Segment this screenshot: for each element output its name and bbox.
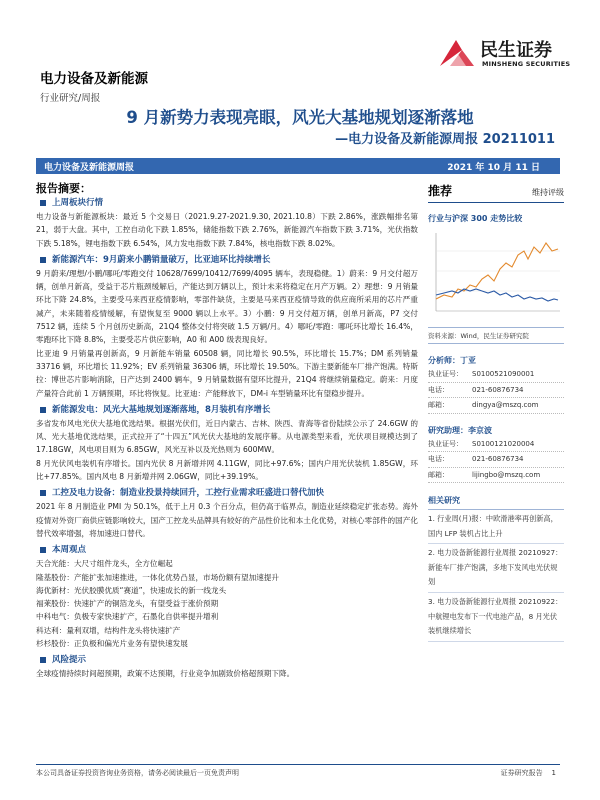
stock-pick: 天合光能：大尺寸组件龙头，全方位崛起 bbox=[36, 559, 173, 569]
section-title: 工控及电力设备：制造业投景持续回升，工控行业需求旺盛进口替代加快 bbox=[36, 486, 418, 500]
assistant-heading: 研究助理：李京波 bbox=[428, 425, 492, 435]
section-text: 多省发布风电光伏大基地优选结果。根据光伏们，近日内蒙古、吉林、陕西、青海等省份陆续公示了 24.6GW 的风、光大基地优选结果，正式拉开了“十四五”风光伏大基地的发展序幕。从电源类型来看，光伏项目规模达到了 17.18GW，风电项目则为 6.85GW，风光互补以及光热则为 600MW。 bbox=[36, 418, 418, 455]
header-bar-label: 电力设备及新能源周报 bbox=[44, 163, 135, 173]
report-date: 2021 年 10 月 11 日 bbox=[447, 163, 540, 173]
analyst-cert-row: 执业证号： S0100521090001 bbox=[428, 367, 564, 383]
sidebar bbox=[428, 182, 564, 642]
square-bullet-icon bbox=[40, 547, 46, 553]
chart-title: 行业与沪深 300 走势比较 bbox=[428, 214, 523, 223]
section-text: 9 月蔚来/理想/小鹏/哪吒/零跑交付 10628/7699/10412/7699/4095 辆车，表现稳健。1）蔚来：9 月交付超万辆，创单月新高，受益于芯片瓶颈缓解后，产能达到万辆以上，预计未来将稳定在月产万辆。2）理想：9 月销量环比下降 24.8%，主要受马来西亚疫情影响，零部件缺货，主要是马来西亚疫情导致的供应商所采用的芯片严重减产，未来随着疫情缓解，有望恢复至 9000 辆以上水平。3）小鹏：9 月交付超万辆，创单月新高，P7 交付 7512 辆，连续 5 个月创历史新高，21Q4 整体交付将突破 1.5 万辆/月。4）哪吒/零跑：哪吒环比增长 16.4%，零跑环比下降 8.8%，主要受芯片供应影响，A0 和 A00 级表现良好。 bbox=[36, 268, 418, 345]
section-title: 新能源发电：风光大基地规划逐渐落地，8月装机有序增长 bbox=[36, 403, 418, 417]
section-text: 8 月光伏风电装机有序增长。国内光伏 8 月新增并网 4.11GW，同比+97.6%；国内户用光伏装机 1.85GW，环比+77.85%。国内风电 8 月新增并网 2.06GW，同比+39.19%。 bbox=[36, 458, 418, 482]
summary-heading: 报告摘要： bbox=[36, 182, 91, 195]
recommend-label: 推荐 bbox=[428, 184, 453, 198]
related-report-link[interactable]: 1. 行业周(月)报：中欧滑港率再创新高，国内 LFP 装机占比上升 bbox=[428, 510, 564, 544]
analyst-phone-row: 电话： 021-60876734 bbox=[428, 383, 564, 399]
industry-label: 电力设备及新能源 bbox=[40, 71, 148, 87]
report-type: 行业研究/周报 bbox=[40, 93, 101, 104]
stock-pick: 杉杉股份：正负极和偏光片业务有望快速发展 bbox=[36, 639, 188, 649]
report-title: 9 月新势力表现亮眼，风光大基地规划逐渐落地 bbox=[126, 108, 474, 127]
summary-column bbox=[36, 182, 418, 681]
assistant-phone-row: 电话： 021-60876734 bbox=[428, 452, 564, 468]
square-bullet-icon bbox=[40, 257, 46, 263]
rating-row bbox=[428, 182, 564, 203]
section-title: 上周板块行情 bbox=[36, 196, 418, 210]
rating-label: 维持评级 bbox=[532, 188, 564, 197]
section-title: 风险提示 bbox=[36, 653, 418, 667]
section-text: 电力设备与新能源板块：最近 5 个交易日（2021.9.27-2021.9.30, 2021.10.8）下跌 2.86%，涨跌幅排名第 21，弱于大盘。其中，工控自动化下跌 1.85%，储能指数下跌 2.76%，新能源汽车指数下跌 3.71%，光伏指数下跌 5.18%，锂电指数下跌 6.54%，风力发电指数下跌 7.84%，核电指数下跌 8.02%。 bbox=[36, 212, 418, 248]
page-number: 1 bbox=[551, 769, 556, 777]
chart-source: 资料来源：Wind，民生证券研究院 bbox=[428, 327, 564, 344]
stock-pick: 隆基股份：产能扩张加速推进，一体化优势凸显，市场份额有望加速提升 bbox=[36, 572, 279, 582]
assistant-cert-row: 执业证号： S0100121020004 bbox=[428, 437, 564, 453]
related-heading: 相关研究 bbox=[428, 495, 564, 510]
related-report-link[interactable]: 2. 电力设备新能源行业周报 20210927：新能车厂排产饱满，多地下发风电光伏规划 bbox=[428, 544, 564, 593]
csi300-line bbox=[436, 289, 558, 301]
section-title: 本周观点 bbox=[36, 543, 418, 557]
brand-name: 民生证券 bbox=[480, 40, 552, 61]
section-text: 2021 年 8 月制造业 PMI 为 50.1%，低于上月 0.3 个百分点，但仍高于临界点，制造业延续稳定扩张态势。海外疫情对外资厂商供应链影响较大，国产工控龙头品牌具有较好的产品性价比和本土化优势，对核心零部件的国产化替代效率增强，将加速进口替代。 bbox=[36, 502, 418, 538]
minsheng-logo-icon bbox=[436, 36, 478, 70]
analyst-email-row: 邮箱： dingya@mszq.com bbox=[428, 398, 564, 414]
related-report-link[interactable]: 3. 电力设备新能源行业周报 20210922：中航锂电发布下一代电池产品，8 月光伏装机继续增长 bbox=[428, 593, 564, 642]
brand-name-en: MINSHENG SECURITIES bbox=[482, 60, 571, 68]
footer-label: 证券研究报告 bbox=[500, 769, 543, 777]
stock-pick: 中科电气：负极专家快速扩产，石墨化自供率提升增利 bbox=[36, 612, 219, 622]
section-title: 新能源汽车：9月蔚来小鹏销量破万，比亚迪环比持续增长 bbox=[36, 253, 418, 267]
report-subtitle: —电力设备及新能源周报 20211011 bbox=[335, 132, 555, 147]
square-bullet-icon bbox=[40, 200, 46, 206]
stock-pick: 科达利：量利双增，结构件龙头将快速扩产 bbox=[36, 625, 181, 635]
square-bullet-icon bbox=[40, 490, 46, 496]
stock-pick: 福莱股份：快速扩产的铜箔龙头，有望受益于涨价预期 bbox=[36, 599, 219, 609]
square-bullet-icon bbox=[40, 657, 46, 663]
footer-disclaimer: 本公司具备证券投资咨询业务资格，请务必阅读最后一页免责声明 bbox=[36, 769, 239, 777]
section-text: 比亚迪 9 月销量再创新高，9 月新能车销量 60508 辆，同比增长 90.5%，环比增长 15.7%；DM 系列销量 33716 辆，环比增长 11.92%；EV 系列销量 36306 辆，环比增长 19.50%。下游主要新能车厂排产饱满。特斯拉：博世芯片影响消除，日产达到 2400 辆车，9 月销量数据有望环比提升，21Q4 将继续销量稳定。蔚来：月度产量符合此前 1 万辆预期，环比将恢复。比亚迪：产能释放下，DM-i 车型销量环比有望稳步提升。 bbox=[36, 348, 418, 398]
square-bullet-icon bbox=[40, 407, 46, 413]
footer-right bbox=[501, 768, 556, 778]
footer-divider bbox=[36, 764, 560, 765]
section-text: 全球疫情持续时间超预期，政策不达预期，行业竞争加剧致价格超预期下降。 bbox=[36, 669, 295, 679]
assistant-email-row: 邮箱： lijingbo@mszq.com bbox=[428, 468, 564, 484]
trend-chart-graphic bbox=[428, 229, 564, 325]
trend-chart bbox=[428, 229, 564, 325]
stock-pick: 海优新材：光伏胶膜优质“赛道”，快速成长的新一线龙头 bbox=[36, 585, 227, 595]
analyst-heading: 分析师：丁亚 bbox=[428, 356, 476, 365]
